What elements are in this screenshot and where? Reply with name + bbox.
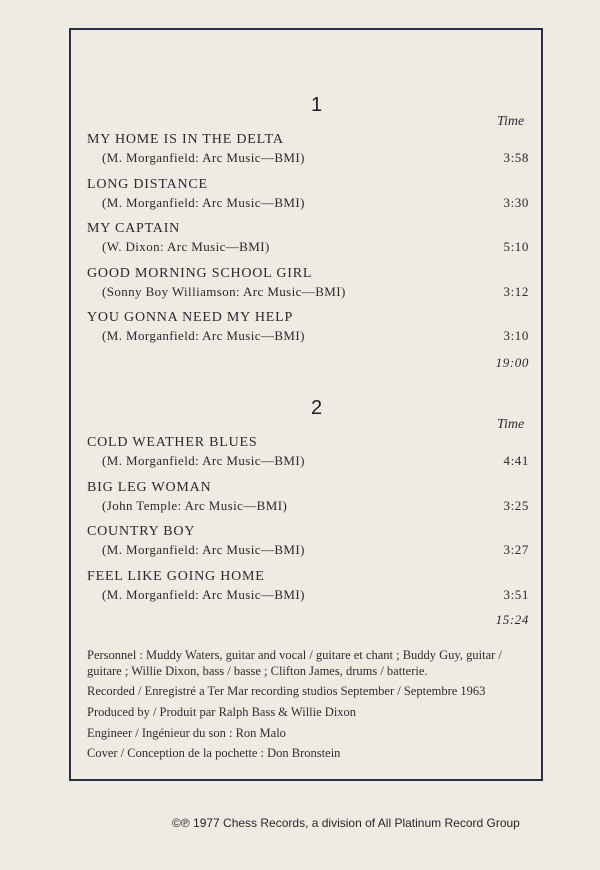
track-credit-text: (Sonny Boy Williamson: Arc Music—BMI) — [102, 284, 346, 299]
track-duration: 3:25 — [503, 498, 529, 513]
track-credit — [87, 586, 529, 604]
track-item — [87, 568, 529, 604]
track-credit-text: (M. Morganfield: Arc Music—BMI) — [102, 587, 305, 602]
track-credit — [87, 452, 529, 470]
recorded-credit: Recorded / Enregistré a Ter Mar recording studios September / Septembre 1963 — [87, 684, 486, 698]
track-title: BIG LEG WOMAN — [87, 480, 212, 495]
track-credit-text: (W. Dixon: Arc Music—BMI) — [102, 239, 270, 254]
track-credit — [87, 283, 529, 301]
track-duration: 3:27 — [503, 542, 529, 557]
track-duration: 3:30 — [503, 195, 529, 210]
side-1-total-time: 19:00 — [495, 355, 529, 370]
track-duration: 3:10 — [503, 328, 529, 343]
side-2-total-time: 15:24 — [495, 612, 529, 627]
side-2-number: 2 — [311, 397, 323, 419]
track-title: GOOD MORNING SCHOOL GIRL — [87, 266, 313, 281]
track-item — [87, 309, 529, 345]
track-title: YOU GONNA NEED MY HELP — [87, 310, 294, 325]
track-credit-text: (M. Morganfield: Arc Music—BMI) — [102, 195, 305, 210]
track-credit — [87, 194, 529, 212]
track-duration: 4:41 — [503, 453, 529, 468]
track-credit-text: (John Temple: Arc Music—BMI) — [102, 498, 288, 513]
side-1-time-label: Time — [497, 114, 525, 129]
track-item — [87, 176, 529, 212]
track-item — [87, 220, 529, 256]
track-duration: 3:12 — [503, 284, 529, 299]
track-title: FEEL LIKE GOING HOME — [87, 569, 265, 584]
side-1-number: 1 — [311, 94, 323, 116]
track-credit — [87, 541, 529, 559]
side-2-time-label: Time — [497, 417, 525, 432]
track-credit-text: (M. Morganfield: Arc Music—BMI) — [102, 453, 305, 468]
track-title: COUNTRY BOY — [87, 524, 196, 539]
track-credit — [87, 497, 529, 515]
track-duration: 3:58 — [503, 150, 529, 165]
track-credit — [87, 327, 529, 345]
track-title: MY CAPTAIN — [87, 221, 181, 236]
track-title: COLD WEATHER BLUES — [87, 435, 258, 450]
track-credit-text: (M. Morganfield: Arc Music—BMI) — [102, 542, 305, 557]
track-item — [87, 131, 529, 167]
track-credit-text: (M. Morganfield: Arc Music—BMI) — [102, 150, 305, 165]
track-credit — [87, 238, 529, 256]
track-item — [87, 523, 529, 559]
personnel-credits: Personnel : Muddy Waters, guitar and vocal / guitare et chant ; Buddy Guy, guitar / guitare ; Willie Dixon, bass / basse ; Clifton James, drums / batterie. — [87, 648, 502, 678]
track-duration: 5:10 — [503, 239, 529, 254]
track-credit — [87, 149, 529, 167]
producer-credit: Produced by / Produit par Ralph Bass & Willie Dixon — [87, 705, 357, 719]
track-title: MY HOME IS IN THE DELTA — [87, 132, 284, 147]
copyright-notice: ©℗ 1977 Chess Records, a division of All Platinum Record Group — [172, 816, 520, 830]
track-credit-text: (M. Morganfield: Arc Music—BMI) — [102, 328, 305, 343]
engineer-credit: Engineer / Ingénieur du son : Ron Malo — [87, 726, 286, 740]
track-title: LONG DISTANCE — [87, 177, 208, 192]
cover-credit: Cover / Conception de la pochette : Don Bronstein — [87, 746, 341, 760]
track-item — [87, 479, 529, 515]
track-item — [87, 265, 529, 301]
track-duration: 3:51 — [503, 587, 529, 602]
track-item — [87, 434, 529, 470]
